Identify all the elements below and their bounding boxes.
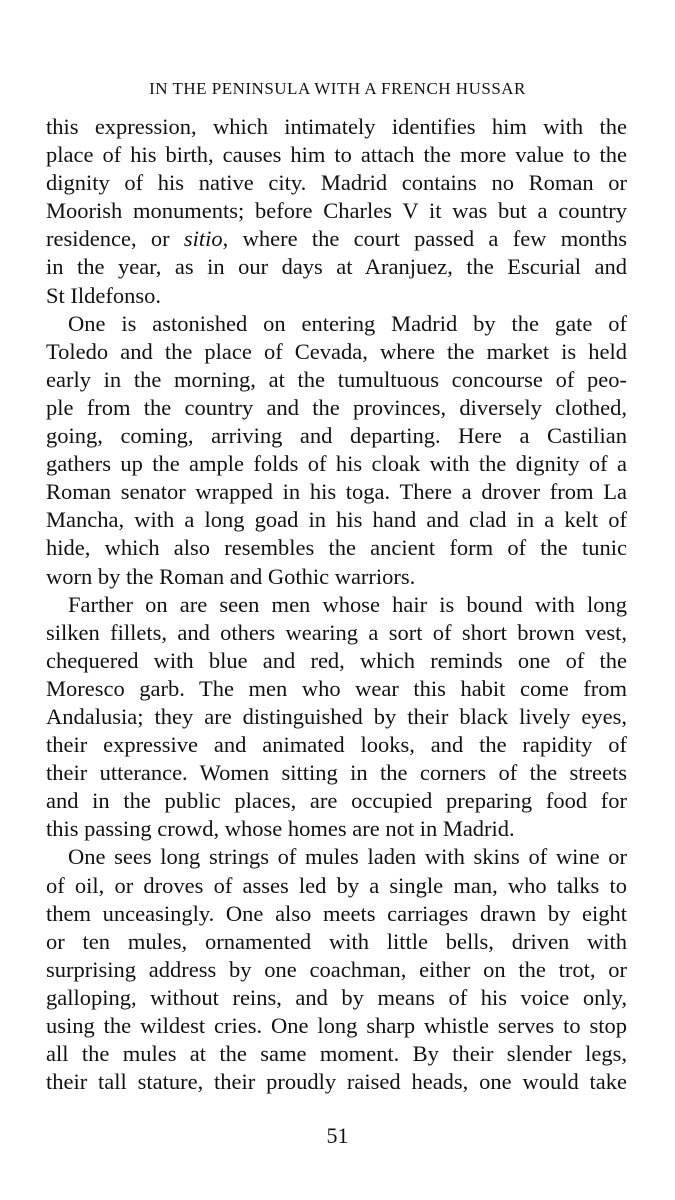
text-line: silken fillets, and others wearing a sort of short brown vest, — [46, 619, 627, 645]
text-line: Farther on are seen men whose hair is bound with long — [68, 591, 627, 617]
text-line: Mancha, with a long goad in his hand and clad in a kelt of — [46, 507, 627, 533]
text-line-with-italic — [46, 225, 627, 253]
text-line: Roman senator wrapped in his toga. There a drover from La — [46, 479, 627, 505]
paragraph — [46, 310, 627, 591]
text-fragment: , where the court passed a few months — [222, 226, 627, 252]
text-line: early in the morning, at the tumultuous concourse of peo- — [46, 366, 627, 392]
text-line: their expressive and animated looks, and the rapidity of — [46, 732, 627, 758]
text-line: and in the public places, are occupied preparing food for — [46, 788, 627, 814]
text-line: surprising address by one coachman, either on the trot, or — [46, 956, 627, 982]
text-line: their utterance. Women sitting in the corners of the streets — [46, 760, 627, 786]
text-line: of oil, or droves of asses led by a single man, who talks to — [46, 872, 627, 898]
paragraph — [46, 591, 627, 844]
text-line: Toledo and the place of Cevada, where the market is held — [46, 338, 627, 364]
text-line: using the wildest cries. One long sharp whistle serves to stop — [46, 1013, 627, 1038]
body-text — [46, 113, 627, 1096]
text-line: this passing crowd, whose homes are not in Madrid. — [46, 816, 515, 842]
page-number: 51 — [326, 1123, 349, 1148]
paragraph — [46, 113, 627, 310]
italic-word: sitio — [183, 226, 223, 252]
running-head: IN THE PENINSULA WITH A FRENCH HUSSAR — [149, 79, 526, 98]
text-line: in the year, as in our days at Aranjuez, the Escurial and — [46, 254, 627, 280]
text-line: them unceasingly. One also meets carriages drawn by eight — [46, 900, 627, 926]
text-line: all the mules at the same moment. By their slender legs, — [46, 1041, 627, 1067]
text-fragment: residence, or — [46, 226, 170, 252]
text-line: this expression, which intimately identifies him with the — [46, 114, 627, 139]
text-line: Andalusia; they are distinguished by their black lively eyes, — [46, 703, 627, 729]
text-line: Moresco garb. The men who wear this habit come from — [46, 675, 627, 701]
text-line: Moorish monuments; before Charles V it was but a country — [46, 198, 627, 224]
text-line: ple from the country and the provinces, diversely clothed, — [46, 394, 627, 420]
text-line: St Ildefonso. — [46, 282, 161, 308]
text-line: galloping, without reins, and by means of his voice only, — [46, 984, 627, 1010]
text-line: One is astonished on entering Madrid by the gate of — [68, 310, 627, 336]
paragraph — [46, 843, 627, 1096]
text-line: hide, which also resembles the ancient form of the tunic — [46, 535, 627, 561]
text-line: chequered with blue and red, which reminds one of the — [46, 647, 627, 673]
text-line: place of his birth, causes him to attach the more value to the — [46, 142, 627, 168]
text-line: going, coming, arriving and departing. Here a Castilian — [46, 423, 627, 449]
text-line: or ten mules, ornamented with little bells, driven with — [46, 928, 627, 954]
text-line: One sees long strings of mules laden with skins of wine or — [68, 844, 627, 870]
text-line: dignity of his native city. Madrid contains no Roman or — [46, 170, 627, 196]
text-line: their tall stature, their proudly raised heads, one would take — [46, 1069, 627, 1095]
text-line: gathers up the ample folds of his cloak with the dignity of a — [46, 451, 627, 477]
text-line: worn by the Roman and Gothic warriors. — [46, 563, 416, 589]
